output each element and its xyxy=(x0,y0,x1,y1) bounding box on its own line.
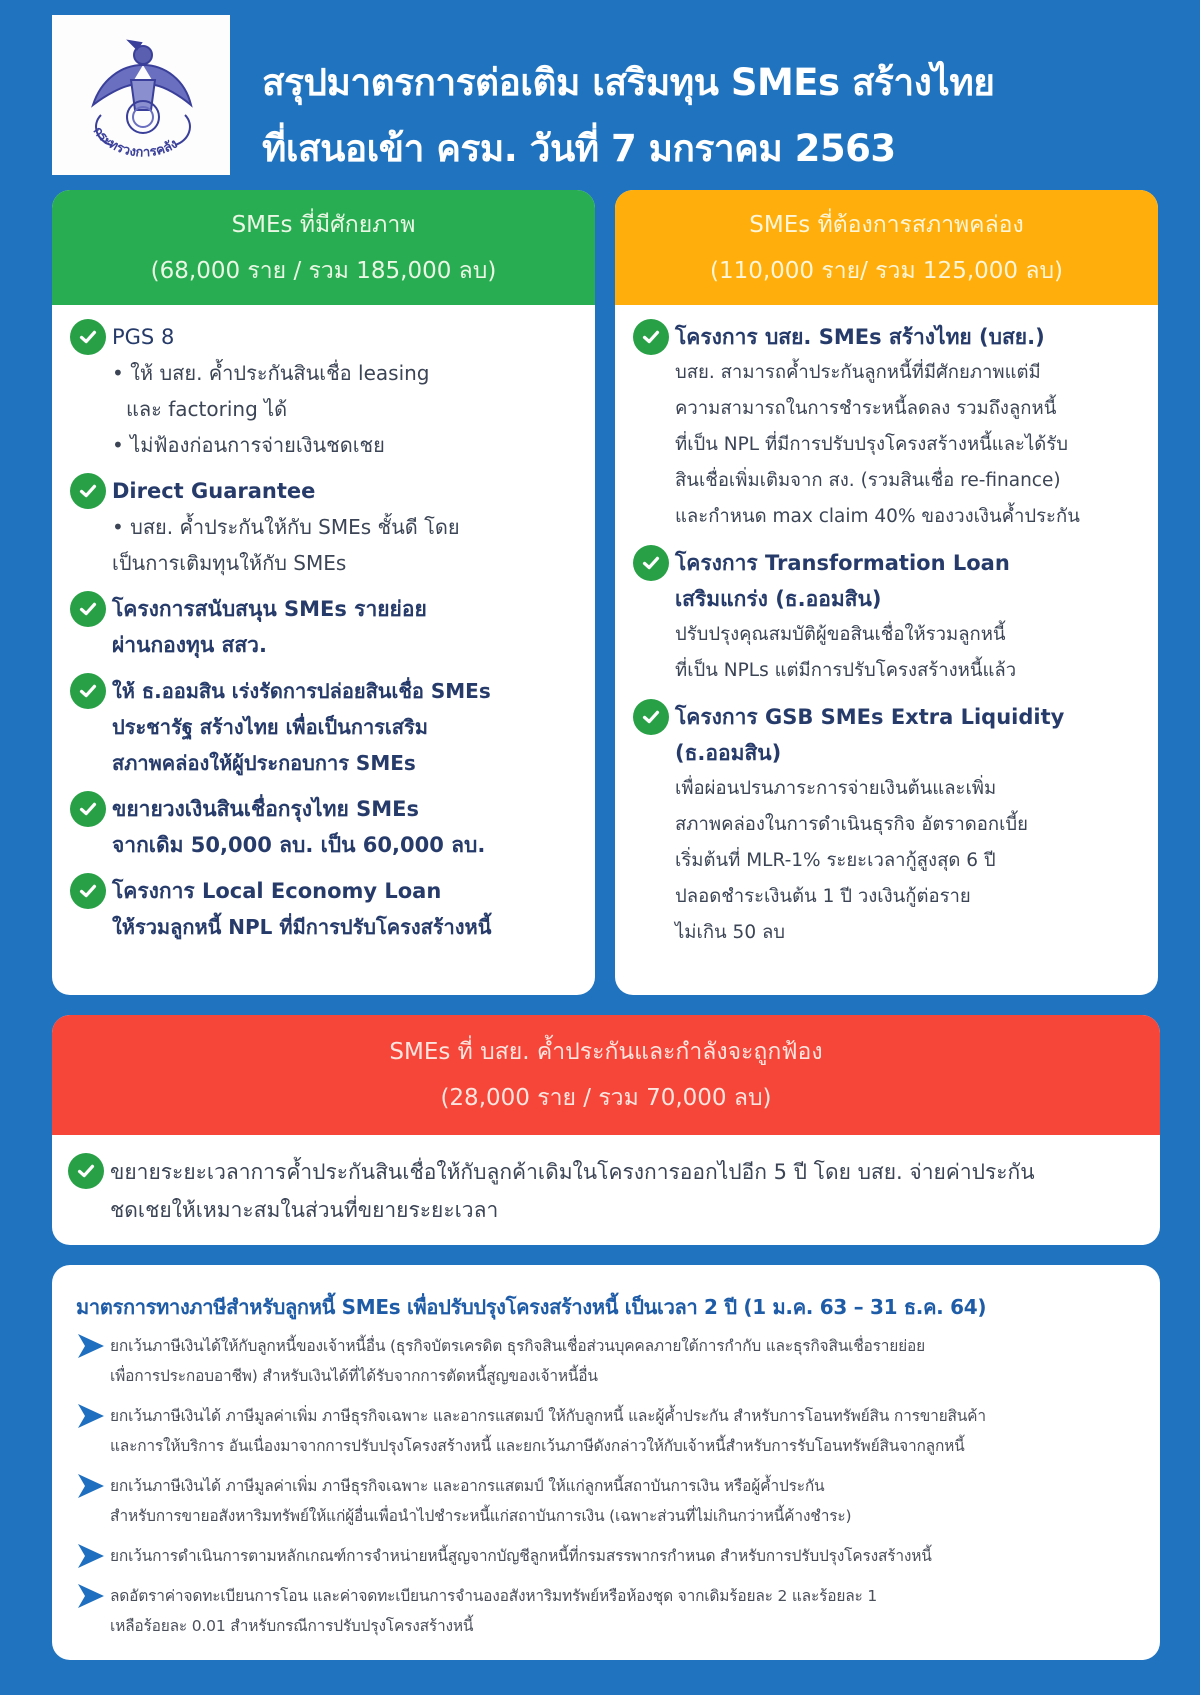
item-line: ให้รวมลูกหนี้ NPL ที่มีการปรับโครงสร้างหนี้ xyxy=(112,915,492,939)
list-item xyxy=(70,319,575,463)
item-title-2: เสริมแกร่ง (ธ.ออมสิน) xyxy=(675,587,882,611)
liquidity-smes-card xyxy=(615,190,1158,995)
arrow-right-icon xyxy=(76,1332,106,1360)
item-line: และ factoring ได้ xyxy=(126,397,288,421)
tax-list-item xyxy=(52,1401,1160,1461)
guaranteed-subheading: (28,000 ราย / รวม 70,000 ลบ) xyxy=(440,1085,772,1111)
item-line: ที่เป็น NPLs แต่มีการปรับโครงสร้างหนี้แล้ว xyxy=(675,660,1017,681)
check-icon xyxy=(70,319,106,355)
potential-smes-card xyxy=(52,190,595,995)
item-line: บสย. สามารถค้ำประกันลูกหนี้ที่มีศักยภาพแต่มี xyxy=(675,362,1041,383)
tax-list-item xyxy=(52,1541,1160,1571)
liquidity-smes-list xyxy=(615,305,1158,971)
check-icon xyxy=(70,591,106,627)
liquidity-subheading: (110,000 ราย/ รวม 125,000 ลบ) xyxy=(709,258,1064,284)
list-item xyxy=(633,545,1138,689)
liquidity-heading: SMEs ที่ต้องการสภาพคล่อง xyxy=(749,212,1024,238)
arrow-right-icon xyxy=(76,1472,106,1500)
item-line: และกำหนด max claim 40% ของวงเงินค้ำประกัน xyxy=(675,506,1080,527)
check-icon xyxy=(633,545,669,581)
tax-list-item xyxy=(52,1581,1160,1641)
check-icon xyxy=(70,473,106,509)
guaranteed-smes-list xyxy=(52,1135,1160,1229)
tax-item-line: ลดอัตราค่าจดทะเบียนการโอน และค่าจดทะเบียนการจำนองอสังหาริมทรัพย์หรือห้องชุด จากเดิมร้อยละ 2 และร้อยละ 1 xyxy=(110,1587,878,1605)
check-icon xyxy=(633,319,669,355)
tax-item-line: ยกเว้นภาษีเงินได้ ภาษีมูลค่าเพิ่ม ภาษีธุรกิจเฉพาะ และอากรแสตมป์ ให้แก่ลูกหนี้สถาบันการเงิน หรือผู้ค้ำประกัน xyxy=(110,1477,825,1495)
list-item xyxy=(70,591,575,663)
item-line: สินเชื่อเพิ่มเติมจาก สง. (รวมสินเชื่อ re-finance) xyxy=(675,470,1061,491)
item-line: ประชารัฐ สร้างไทย เพื่อเป็นการเสริม xyxy=(112,715,428,739)
item-line: ขยายระยะเวลาการค้ำประกันสินเชื่อให้กับลูกค้าเดิมในโครงการออกไปอีก 5 ปี โดย บสย. จ่ายค่าประกัน xyxy=(110,1160,1035,1184)
potential-heading: SMEs ที่มีศักยภาพ xyxy=(231,212,416,238)
potential-smes-header xyxy=(52,190,595,305)
title-line-1: สรุปมาตรการต่อเติม เสริมทุน SMEs สร้างไทย xyxy=(262,61,995,104)
item-line: เป็นการเติมทุนให้กับ SMEs xyxy=(112,551,347,575)
item-line: ที่เป็น NPL ที่มีการปรับปรุงโครงสร้างหนี้และได้รับ xyxy=(675,434,1068,455)
list-item xyxy=(633,699,1138,951)
tax-item-line: ยกเว้นภาษีเงินได้ให้กับลูกหนี้ของเจ้าหนี้อื่น (ธุรกิจบัตรเครดิต ธุรกิจสินเชื่อส่วนบุคคลภายใต้การกำกับ และธุรกิจสินเชื่อรายย่อย xyxy=(110,1337,926,1355)
potential-subheading: (68,000 ราย / รวม 185,000 ลบ) xyxy=(150,258,497,284)
item-title: ขยายวงเงินสินเชื่อกรุงไทย SMEs xyxy=(112,797,419,821)
item-title: Direct Guarantee xyxy=(112,479,316,503)
item-line: • ให้ บสย. ค้ำประกันสินเชื่อ leasing xyxy=(112,361,430,385)
arrow-right-icon xyxy=(76,1402,106,1430)
item-title: PGS 8 xyxy=(112,325,175,349)
check-icon xyxy=(68,1153,104,1189)
liquidity-smes-header xyxy=(615,190,1158,305)
tax-list-item xyxy=(52,1471,1160,1531)
arrow-right-icon xyxy=(76,1542,106,1570)
item-line: ไม่เกิน 50 ลบ xyxy=(675,922,786,943)
potential-smes-list xyxy=(52,305,595,965)
tax-measures-title: มาตรการทางภาษีสำหรับลูกหนี้ SMEs เพื่อปรับปรุงโครงสร้างหนี้ เป็นเวลา 2 ปี (1 ม.ค. 63 – 31 ธ.ค. 64) xyxy=(76,1295,987,1319)
item-line: ผ่านกองทุน สสว. xyxy=(112,633,267,657)
tax-list-item xyxy=(52,1331,1160,1391)
item-line: สภาพคล่องให้ผู้ประกอบการ SMEs xyxy=(112,751,416,775)
guaranteed-smes-card xyxy=(52,1015,1160,1245)
tax-measures-card xyxy=(52,1265,1160,1660)
item-line: • บสย. ค้ำประกันให้กับ SMEs ชั้นดี โดย xyxy=(112,515,460,539)
list-item xyxy=(68,1153,1140,1229)
list-item xyxy=(70,873,575,945)
guaranteed-smes-header xyxy=(52,1015,1160,1135)
arrow-right-icon xyxy=(76,1582,106,1610)
item-line: ปลอดชำระเงินต้น 1 ปี วงเงินกู้ต่อราย xyxy=(675,886,971,907)
title-line-2: ที่เสนอเข้า ครม. วันที่ 7 มกราคม 2563 xyxy=(262,127,896,170)
list-item xyxy=(70,791,575,863)
item-line: ชดเชยให้เหมาะสมในส่วนที่ขยายระยะเวลา xyxy=(110,1198,499,1222)
item-line: ปรับปรุงคุณสมบัติผู้ขอสินเชื่อให้รวมลูกหนี้ xyxy=(675,624,1006,645)
item-title-2: (ธ.ออมสิน) xyxy=(675,741,782,765)
garuda-emblem-icon xyxy=(71,25,211,165)
check-icon xyxy=(70,873,106,909)
list-item xyxy=(70,473,575,581)
item-line: ความสามารถในการชำระหนี้ลดลง รวมถึงลูกหนี้ xyxy=(675,398,1057,419)
guaranteed-heading: SMEs ที่ บสย. ค้ำประกันและกำลังจะถูกฟ้อง xyxy=(389,1039,823,1065)
list-item xyxy=(633,319,1138,535)
item-line: สภาพคล่องในการดำเนินธุรกิจ อัตราดอกเบี้ย xyxy=(675,814,1028,835)
list-item xyxy=(70,673,575,781)
item-line: เริ่มต้นที่ MLR-1% ระยะเวลากู้สูงสุด 6 ปี xyxy=(675,850,996,871)
tax-item-line: เหลือร้อยละ 0.01 สำหรับกรณีการปรับปรุงโครงสร้างหนี้ xyxy=(110,1617,474,1635)
tax-item-line: เพื่อการประกอบอาชีพ) สำหรับเงินได้ที่ได้รับจากการตัดหนี้สูญของเจ้าหนี้อื่น xyxy=(110,1367,598,1385)
check-icon xyxy=(70,791,106,827)
tax-item-line: สำหรับการขายอสังหาริมทรัพย์ให้แก่ผู้อื่นเพื่อนำไปชำระหนี้แก่สถาบันการเงิน (เฉพาะส่วนที่ไม่เกินกว่าหนี้ค้างชำระ) xyxy=(110,1507,852,1525)
check-icon xyxy=(633,699,669,735)
check-icon xyxy=(70,673,106,709)
item-line: เพื่อผ่อนปรนภาระการจ่ายเงินต้นและเพิ่ม xyxy=(675,778,997,799)
tax-item-line: ยกเว้นภาษีเงินได้ ภาษีมูลค่าเพิ่ม ภาษีธุรกิจเฉพาะ และอากรแสตมป์ ให้กับลูกหนี้ และผู้ค้ำประกัน สำหรับการโอนทรัพย์สิน การขายสินค้า xyxy=(110,1407,986,1425)
item-title: โครงการสนับสนุน SMEs รายย่อย xyxy=(112,597,427,621)
svg-text:กระทรวงการคลัง: กระทรวงการคลัง xyxy=(89,124,181,161)
item-title: โครงการ GSB SMEs Extra Liquidity xyxy=(675,705,1065,729)
item-title: โครงการ บสย. SMEs สร้างไทย (บสย.) xyxy=(675,325,1045,349)
page-title xyxy=(262,50,1162,182)
item-line: จากเดิม 50,000 ลบ. เป็น 60,000 ลบ. xyxy=(112,833,486,857)
tax-item-line: และการให้บริการ อันเนื่องมาจากการปรับปรุงโครงสร้างหนี้ และยกเว้นภาษีดังกล่าวให้กับเจ้าหนี้สำหรับการรับโอนทรัพย์สินจากลูกหนี้ xyxy=(110,1437,965,1455)
item-title: ให้ ธ.ออมสิน เร่งรัดการปล่อยสินเชื่อ SMEs xyxy=(112,679,491,703)
item-line: • ไม่ฟ้องก่อนการจ่ายเงินชดเชย xyxy=(112,433,385,457)
ministry-of-finance-logo xyxy=(52,15,230,175)
item-title: โครงการ Local Economy Loan xyxy=(112,879,442,903)
tax-item-line: ยกเว้นการดำเนินการตามหลักเกณฑ์การจำหน่ายหนี้สูญจากบัญชีลูกหนี้ที่กรมสรรพากรกำหนด สำหรับการปรับปรุงโครงสร้างหนี้ xyxy=(110,1547,932,1565)
item-title: โครงการ Transformation Loan xyxy=(675,551,1010,575)
